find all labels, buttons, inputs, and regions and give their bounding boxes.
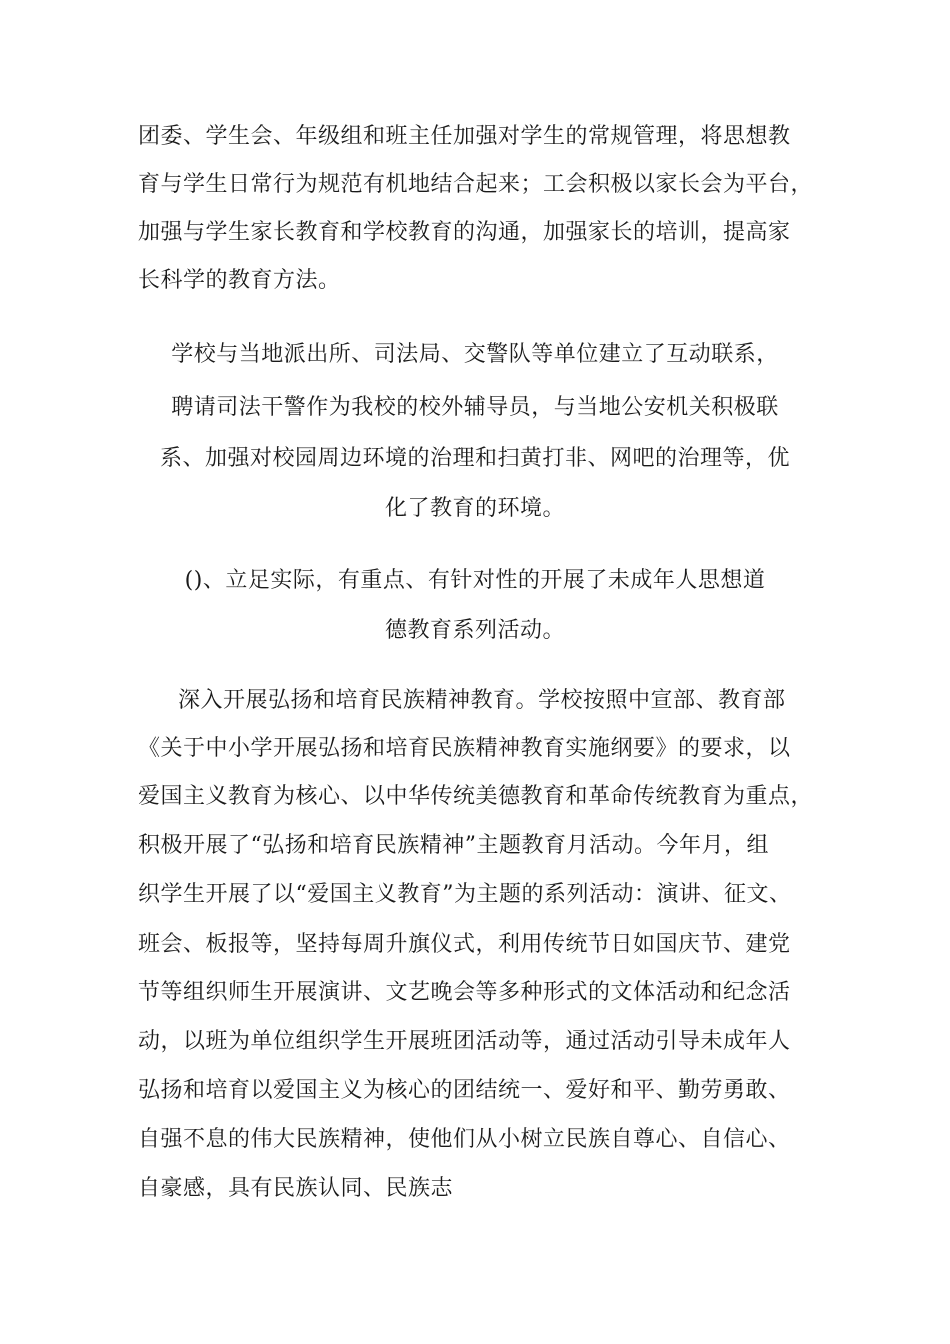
paragraph-4-line-11: 自豪感，具有民族认同、民族志	[138, 1176, 454, 1201]
paragraph-4-line-8: 动，以班为单位组织学生开展班团活动等，通过活动引导未成年人	[138, 1029, 791, 1054]
section-heading-line-1: ()、立足实际，有重点、有针对性的开展了未成年人思想道	[184, 568, 766, 593]
paragraph-4-line-5: 织学生开展了以“爱国主义教育”为主题的系列活动：演讲、征文、	[138, 882, 792, 907]
paragraph-4-line-1: 深入开展弘扬和培育民族精神教育。学校按照中宣部、教育部	[178, 688, 786, 713]
paragraph-4-line-3: 爱国主义教育为核心、以中华传统美德教育和革命传统教育为重点，	[138, 784, 814, 809]
paragraph-1-line-1: 团委、学生会、年级组和班主任加强对学生的常规管理，将思想教	[138, 124, 791, 149]
paragraph-4-line-7: 节等组织师生开展演讲、文艺晚会等多种形式的文体活动和纪念活	[138, 980, 791, 1005]
paragraph-1-line-2: 育与学生日常行为规范有机地结合起来；工会积极以家长会为平台，	[138, 172, 814, 197]
paragraph-4-line-10: 自强不息的伟大民族精神，使他们从小树立民族自尊心、自信心、	[138, 1127, 791, 1152]
paragraph-2-line-3: 系、加强对校园周边环境的治理和扫黄打非、网吧的治理等，优	[159, 446, 790, 471]
section-heading-line-2: 德教育系列活动。	[384, 618, 565, 643]
paragraph-1-line-3: 加强与学生家长教育和学校教育的沟通，加强家长的培训，提高家	[138, 220, 791, 245]
paragraph-2-line-4: 化了教育的环境。	[384, 496, 565, 521]
paragraph-4-line-6: 班会、板报等，坚持每周升旗仪式，利用传统节日如国庆节、建党	[138, 932, 791, 957]
paragraph-2-line-1: 学校与当地派出所、司法局、交警队等单位建立了互动联系，	[171, 342, 779, 367]
paragraph-4-line-4: 积极开展了“弘扬和培育民族精神”主题教育月活动。今年月，组	[138, 833, 769, 858]
paragraph-4-line-2: 《关于中小学开展弘扬和培育民族精神教育实施纲要》的要求，以	[138, 736, 791, 761]
paragraph-2-line-2: 聘请司法干警作为我校的校外辅导员，与当地公安机关积极联	[171, 395, 779, 420]
paragraph-4-line-9: 弘扬和培育以爱国主义为核心的团结统一、爱好和平、勤劳勇敢、	[138, 1078, 791, 1103]
paragraph-1-line-4: 长科学的教育方法。	[138, 268, 341, 293]
